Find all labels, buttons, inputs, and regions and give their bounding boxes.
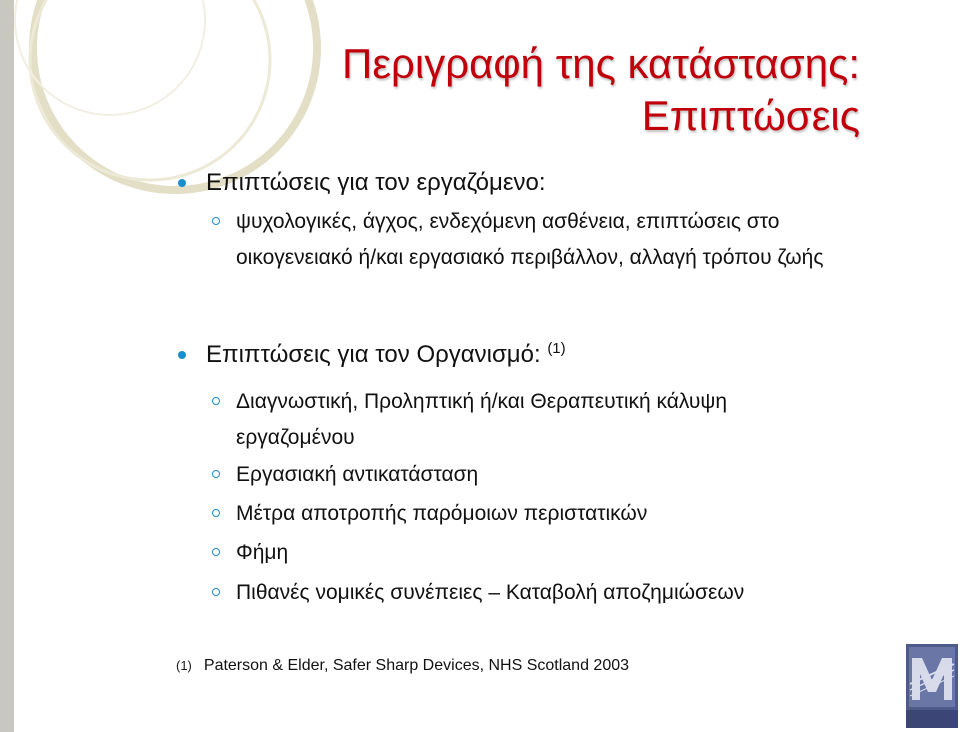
bullet-ring-icon <box>212 548 220 556</box>
list-item-text: Φήμη <box>236 541 289 564</box>
company-logo <box>906 644 958 728</box>
bullet-dot-icon <box>178 179 186 187</box>
section-heading-text: Επιπτώσεις για τον εργαζόμενο: <box>206 169 546 196</box>
bullet-dot-icon <box>178 351 186 359</box>
footnote-text: Paterson & Elder, Safer Sharp Devices, NHS Scotland 2003 <box>203 657 630 674</box>
bullet-ring-icon <box>212 217 220 225</box>
footnote <box>176 657 629 675</box>
list-item-text: Εργασιακή αντικατάσταση <box>236 463 479 486</box>
list-item-text: ψυχολογικές, άγχος, ενδεχόμενη ασθένεια, επιπτώσεις στο οικογενειακό ή/και εργασιακό περιβάλλον, αλλαγή τρόπου ζωής <box>236 210 824 269</box>
section-heading-text <box>206 340 566 370</box>
bullet-ring-icon <box>212 470 220 478</box>
footnote-mark: (1) <box>176 658 192 673</box>
list-item-text: Μέτρα αποτροπής παρόμοιων περιστατικών <box>236 502 648 525</box>
list-item-text: Διαγνωστική, Προληπτική ή/και Θεραπευτική κάλυψη εργαζομένου <box>236 390 728 449</box>
bullet-ring-icon <box>212 509 220 517</box>
heading-label: Επιπτώσεις για τον Οργανισμό: <box>206 341 541 368</box>
list-item-text: Πιθανές νομικές συνέπειες – Καταβολή αποζημιώσεων <box>236 581 745 604</box>
footnote-reference: (1) <box>547 340 566 357</box>
title-line-2: Επιπτώσεις <box>641 92 860 139</box>
bullet-ring-icon <box>212 397 220 405</box>
title-line-1: Περιγραφή της κατάστασης: <box>341 40 860 87</box>
bullet-ring-icon <box>212 588 220 596</box>
